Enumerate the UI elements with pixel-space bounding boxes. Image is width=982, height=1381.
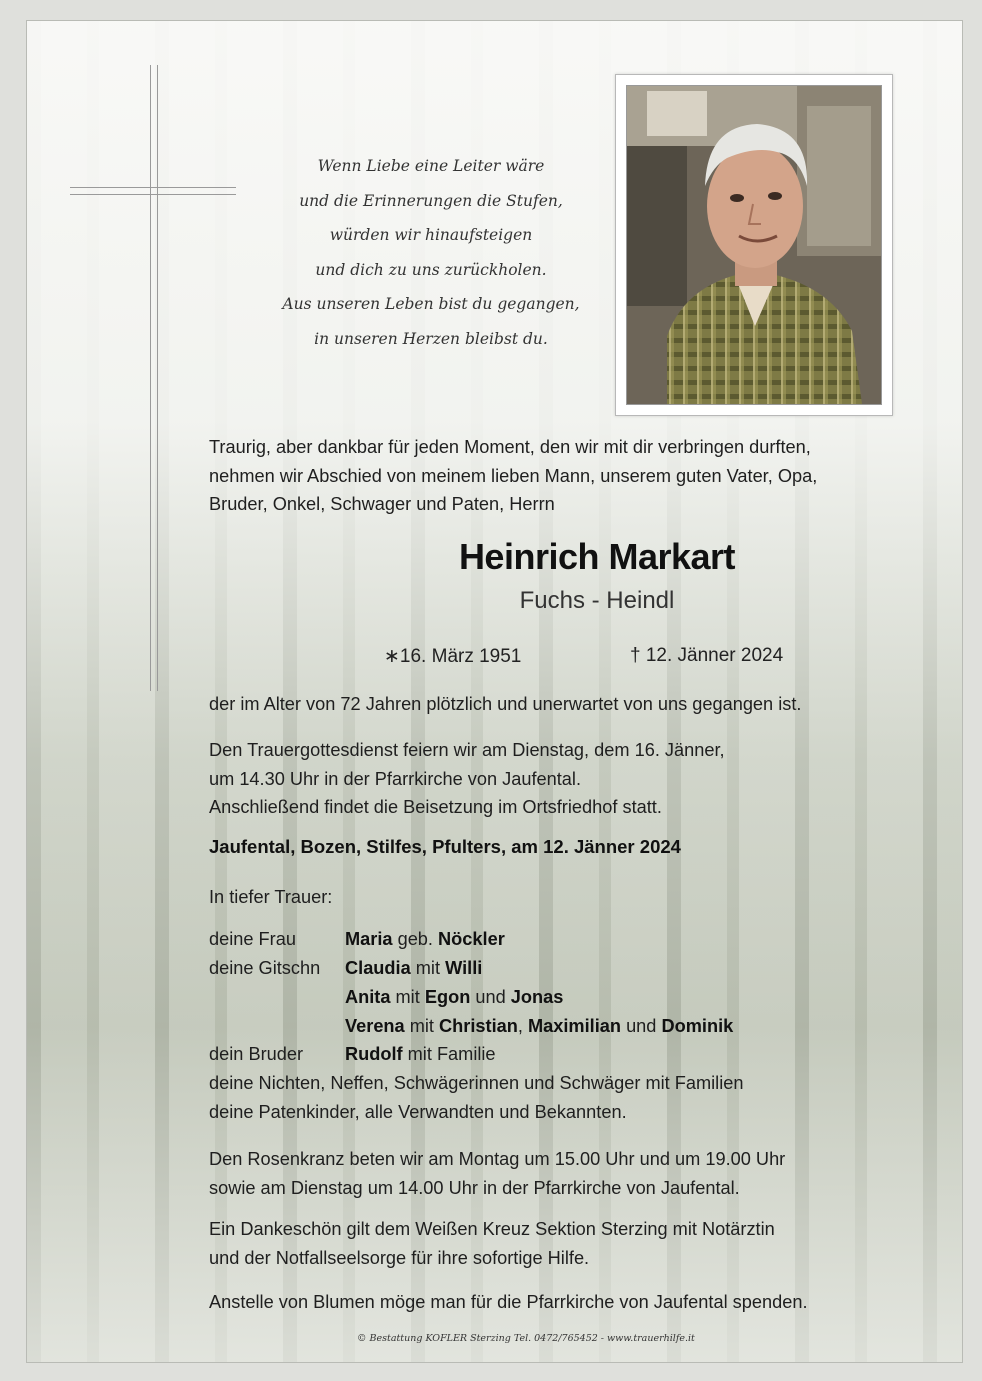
wife-name: Maria (345, 929, 393, 949)
poem-line: in unseren Herzen bleibst du. (314, 329, 548, 348)
mourning-heading (209, 883, 332, 912)
connector-text: mit (415, 958, 441, 978)
connector-text: mit (409, 1016, 434, 1036)
connector-text: , (517, 1016, 523, 1036)
service-line: um 14.30 Uhr in der Pfarrkirche von Jaufental. (209, 768, 582, 789)
daughter-name: Anita (345, 987, 391, 1007)
age-line: der im Alter von 72 Jahren plötzlich und unerwartet von uns gegangen ist. (209, 694, 802, 714)
cross-icon-vertical (150, 65, 158, 691)
place-and-date: Jaufental, Bozen, Stilfes, Pfulters, am 12. Jänner 2024 (209, 836, 681, 857)
poem-line: würden wir hinaufsteigen (329, 226, 533, 244)
brother-rest: mit Familie (407, 1044, 496, 1064)
cross-icon-horizontal (70, 187, 236, 195)
partner-name: Willi (445, 958, 483, 978)
service-line: Anschließend findet die Beisetzung im Ortsfriedhof statt. (209, 797, 662, 818)
poem-line: Aus unseren Leben bist du gegangen, (282, 295, 580, 313)
footer-credit: © Bestattung KOFLER Sterzing Tel. 0472/765452 - www.trauerhilfe.it (357, 1333, 695, 1344)
portrait-photo (626, 85, 882, 405)
relation-label: deine Frau (209, 929, 296, 949)
family-row-wife (209, 925, 505, 954)
relation-label: dein Bruder (209, 1044, 304, 1064)
obituary-card (26, 20, 963, 1363)
birth-date: ∗16. März 1951 (384, 646, 522, 667)
grandchild-name: Maximilian (528, 1016, 621, 1036)
intro-line: Bruder, Onkel, Schwager und Paten, Herrn (209, 494, 555, 515)
intro-line: nehmen wir Abschied von meinem lieben Mann, unserem guten Vater, Opa, (209, 465, 818, 486)
poem-line: und die Erinnerungen die Stufen, (299, 191, 563, 210)
rosary-line: sowie am Dienstag um 14.00 Uhr in der Pfarrkirche von Jaufental. (209, 1177, 740, 1198)
mourning-heading-text: In tiefer Trauer: (209, 887, 333, 907)
portrait-image (627, 86, 881, 404)
family-row-daughter-3 (209, 1012, 733, 1041)
grandchild-name: Jonas (510, 987, 564, 1007)
grandchild-name: Dominik (661, 1016, 734, 1036)
thanks-line: und der Notfallseelsorge für ihre sofortige Hilfe. (209, 1247, 590, 1268)
connector-text: mit (395, 987, 420, 1007)
age-text (209, 690, 801, 719)
wife-maiden-name: Nöckler (438, 929, 505, 949)
deceased-name: Heinrich Markart (458, 536, 736, 577)
intro-line: Traurig, aber dankbar für jeden Moment, den wir mit dir verbringen durften, (209, 437, 811, 457)
family-others-line: deine Patenkinder, alle Verwandten und Bekannten. (209, 1101, 627, 1122)
poem (257, 149, 605, 356)
intro-text (209, 433, 817, 519)
grandchild-name: Christian (439, 1016, 518, 1036)
family-others (209, 1069, 743, 1126)
family-row-daughter-2 (209, 983, 563, 1012)
family-row-daughter-1 (209, 954, 482, 983)
poem-line: und dich zu uns zurückholen. (315, 260, 547, 279)
rosary-text (209, 1145, 785, 1202)
rosary-line: Den Rosenkranz beten wir am Montag um 15.00 Uhr und um 19.00 Uhr (209, 1149, 786, 1169)
thanks-text (209, 1215, 775, 1272)
wife-geb: geb. (397, 929, 433, 949)
relation-label: deine Gitschn (209, 958, 321, 978)
service-text (209, 736, 725, 822)
connector-text: und (475, 987, 506, 1007)
deceased-alias: Fuchs - Heindl (519, 587, 675, 614)
connector-text: und (626, 1016, 657, 1036)
death-date: † 12. Jänner 2024 (630, 645, 784, 666)
donation-text (209, 1288, 808, 1317)
brother-name: Rudolf (345, 1044, 403, 1064)
family-row-brother (209, 1040, 496, 1069)
daughter-name: Verena (345, 1016, 405, 1036)
family-others-line: deine Nichten, Neffen, Schwägerinnen und Schwäger mit Familien (209, 1073, 744, 1093)
portrait-frame (615, 74, 893, 416)
thanks-line: Ein Dankeschön gilt dem Weißen Kreuz Sektion Sterzing mit Notärztin (209, 1219, 775, 1239)
service-line: Den Trauergottesdienst feiern wir am Dienstag, dem 16. Jänner, (209, 740, 725, 760)
partner-name: Egon (424, 987, 471, 1007)
donation-line: Anstelle von Blumen möge man für die Pfarrkirche von Jaufental spenden. (209, 1292, 808, 1312)
daughter-name: Claudia (345, 958, 411, 978)
poem-line: Wenn Liebe eine Leiter wäre (317, 157, 545, 175)
